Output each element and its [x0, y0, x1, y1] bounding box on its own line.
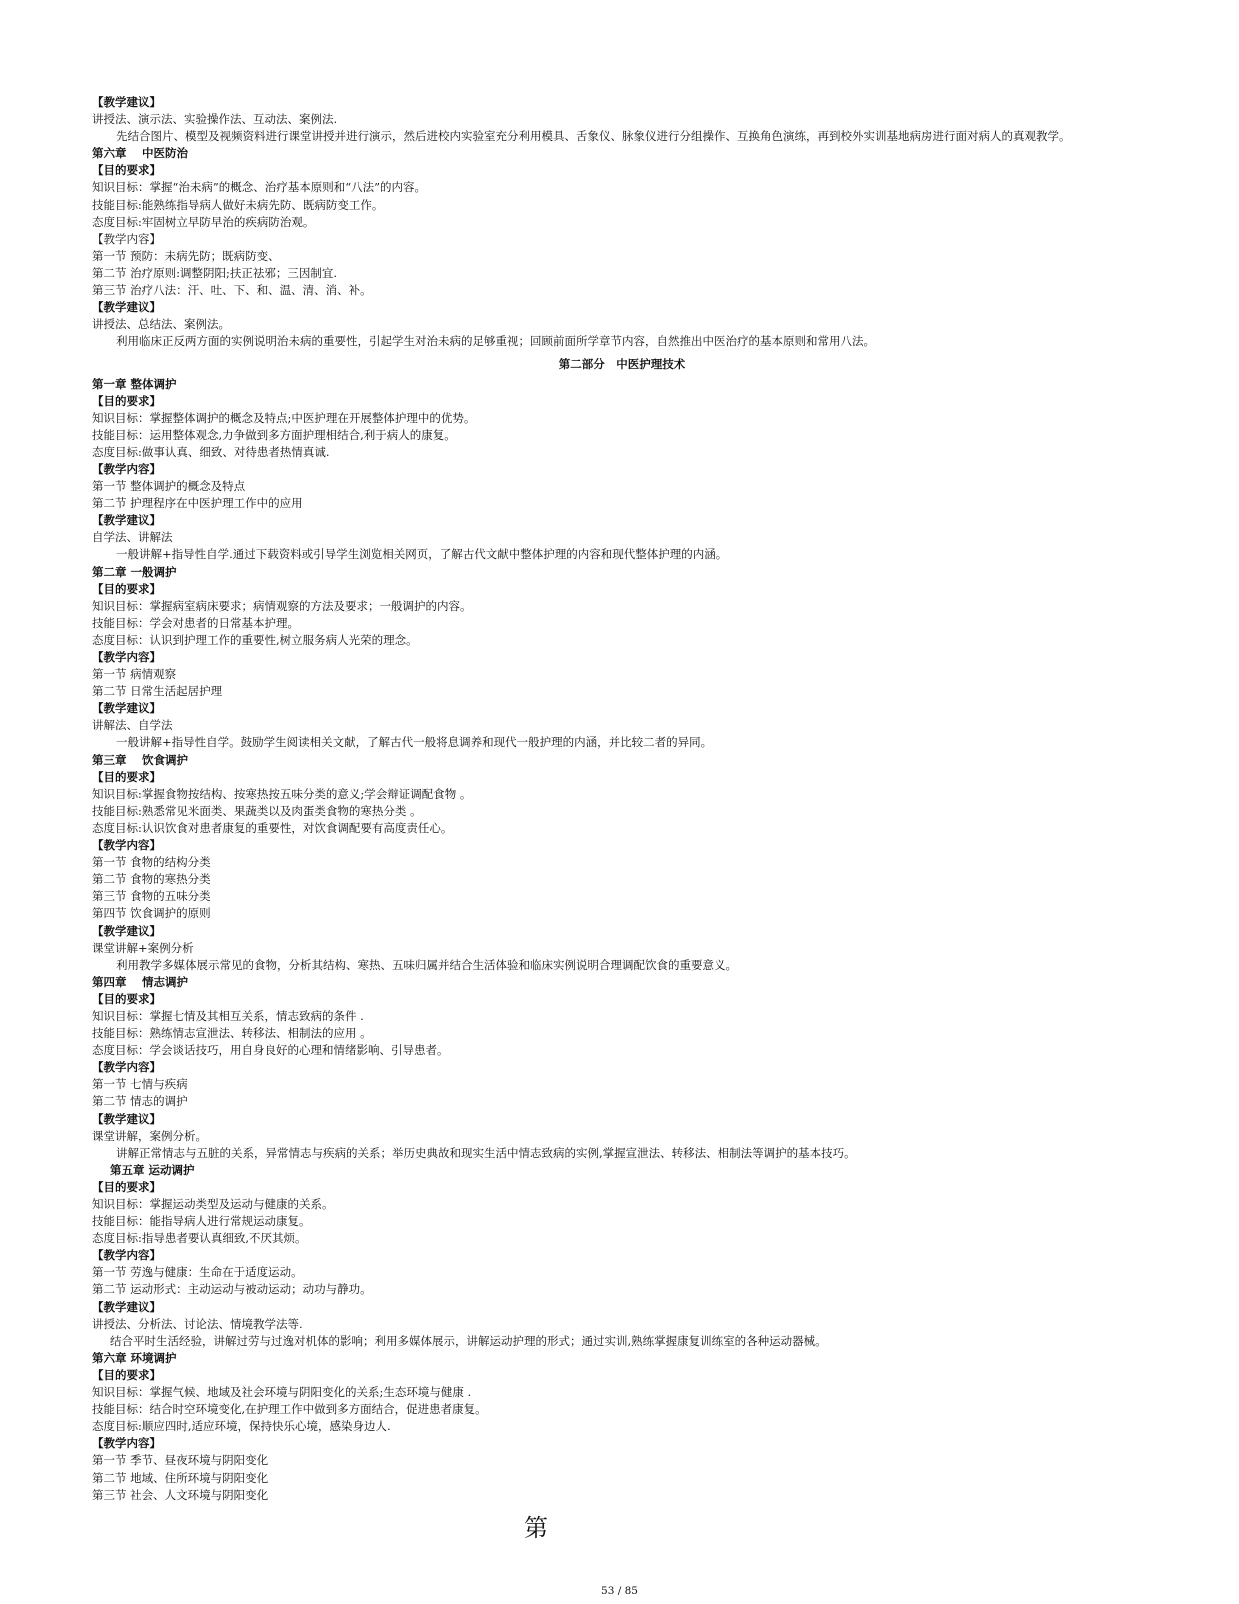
text-line: 技能目标：运用整体观念,力争做到多方面护理相结合,利于病人的康复。 — [92, 427, 456, 442]
text-line: 态度目标:指导患者要认真细致,不厌其烦。 — [92, 1231, 307, 1246]
text-line: 第一节 季节、昼夜环境与阴阳变化 — [92, 1453, 269, 1468]
text-line: 知识目标：掌握气候、地域及社会环境与阴阳变化的关系;生态环境与健康 . — [92, 1385, 472, 1400]
text-line: 讲解正常情志与五脏的关系，异常情志与疾病的关系；举历史典故和现实生活中情志致病的实例,掌握宣泄法、转移法、相制法等调护的基本技巧。 — [116, 1145, 856, 1160]
text-line: 技能目标：结合时空环境变化,在护理工作中做到多方面结合，促进患者康复。 — [92, 1402, 487, 1417]
section-heading: 【目的要求】 — [92, 991, 161, 1006]
text-line: 第一节 劳逸与健康：生命在于适度运动。 — [92, 1265, 303, 1280]
text-line: 知识目标：掌握“治未病”的概念、治疗基本原则和“八法”的内容。 — [92, 180, 427, 195]
footer-glyph: 第 — [524, 1514, 548, 1542]
section-heading: 【教学建议】 — [92, 923, 161, 938]
text-line: 讲授法、总结法、案例法。 — [92, 317, 230, 332]
section-heading: 【教学建议】 — [92, 95, 161, 109]
text-line: 知识目标:掌握食物按结构、按寒热按五味分类的意义;学会辩证调配食物 。 — [92, 786, 472, 801]
section-heading: 【目的要求】 — [92, 393, 161, 408]
text-line: 利用教学多媒体展示常见的食物，分析其结构、寒热、五味归属并结合生活体验和临床实例说明合理调配饮食的重要意义。 — [116, 957, 737, 972]
text-line: 课堂讲解+案例分析 — [92, 940, 194, 955]
text-line: 态度目标:顺应四时,适应环境，保持快乐心境，感染身边人. — [92, 1419, 391, 1434]
part-title: 第二部分 中医护理技术 — [558, 357, 686, 372]
section-heading: 【目的要求】 — [92, 1367, 161, 1382]
text-line: 技能目标:能熟练指导病人做好未病先防、既病防变工作。 — [92, 197, 384, 212]
text-line: 第三节 社会、人文环境与阴阳变化 — [92, 1487, 269, 1502]
section-heading: 第一章 整体调护 — [92, 376, 177, 391]
section-heading: 【目的要求】 — [92, 1179, 161, 1194]
section-heading: 【目的要求】 — [92, 769, 161, 784]
section-heading: 【教学内容】 — [92, 1060, 161, 1075]
text-line: 第二节 日常生活起居护理 — [92, 684, 223, 699]
text-line: 一般讲解+指导性自学.通过下载资料或引导学生浏览相关网页，了解古代文献中整体护理的内容和现代整体护理的内涵。 — [116, 547, 728, 562]
text-line: 第一节 七情与疾病 — [92, 1077, 188, 1092]
text-line: 利用临床正反两方面的实例说明治未病的重要性，引起学生对治未病的足够重视；回顾前面所学章节内容，自然推出中医治疗的基本原则和常用八法。 — [116, 334, 875, 349]
text-line: 第一节 食物的结构分类 — [92, 855, 211, 870]
section-heading: 【教学内容】 — [92, 838, 161, 853]
page-number: 53 / 85 — [601, 1585, 638, 1597]
section-heading: 【教学建议】 — [92, 701, 161, 716]
text-line: 第二节 情志的调护 — [92, 1094, 188, 1109]
text-line: 技能目标：学会对患者的日常基本护理。 — [92, 615, 299, 630]
text-line: 第四节 饮食调护的原则 — [92, 906, 211, 921]
text-line: 第一节 整体调护的概念及特点 — [92, 479, 246, 494]
text-line: 技能目标:熟悉常见米面类、果蔬类以及肉蛋类食物的寒热分类 。 — [92, 803, 422, 818]
text-line: 【教学内容】 — [92, 231, 161, 246]
text-line: 一般讲解+指导性自学。鼓励学生阅读相关文献，了解古代一般将息调养和现代一般护理的内涵，并比较二者的异同。 — [116, 735, 713, 750]
text-line: 技能目标：能指导病人进行常规运动康复。 — [92, 1214, 311, 1229]
text-line: 态度目标:牢固树立早防早治的疾病防治观。 — [92, 214, 315, 229]
section-heading: 第二章 一般调护 — [92, 564, 177, 579]
section-heading: 第四章 情志调护 — [92, 974, 189, 989]
text-line: 第三节 治疗八法：汗、吐、下、和、温、清、消、补。 — [92, 283, 372, 298]
text-line: 知识目标：掌握病室病床要求；病情观察的方法及要求；一般调护的内容。 — [92, 598, 472, 613]
text-line: 自学法、讲解法 — [92, 530, 173, 545]
text-line: 技能目标：熟练情志宣泄法、转移法、相制法的应用 。 — [92, 1026, 372, 1041]
text-line: 第一节 预防：未病先防；既病防变、 — [92, 248, 280, 263]
text-line: 知识目标：掌握七情及其相互关系，情志致病的条件 . — [92, 1008, 364, 1023]
text-line: 第二节 地域、住所环境与阴阳变化 — [92, 1470, 269, 1485]
text-line: 讲解法、自学法 — [92, 718, 173, 733]
section-heading: 【教学内容】 — [92, 650, 161, 664]
text-line: 第二节 运动形式：主动运动与被动运动；动功与静功。 — [92, 1282, 372, 1297]
section-heading: 【教学建议】 — [92, 1299, 161, 1314]
text-line: 第二节 食物的寒热分类 — [92, 872, 211, 887]
text-line: 第三节 食物的五味分类 — [92, 889, 211, 904]
text-line: 知识目标：掌握整体调护的概念及特点;中医护理在开展整体护理中的优势。 — [92, 410, 476, 425]
document-body — [92, 94, 1152, 1504]
text-line: 第二节 护理程序在中医护理工作中的应用 — [92, 496, 303, 511]
section-heading: 第六章 中医防治 — [92, 146, 189, 161]
text-line: 态度目标:做事认真、细致、对待患者热情真诚. — [92, 444, 330, 459]
text-line: 讲授法、分析法、讨论法、情境教学法等. — [92, 1316, 303, 1331]
text-line: 结合平时生活经验，讲解过劳与过逸对机体的影响；利用多媒体展示，讲解运动护理的形式；通过实训,熟练掌握康复训练室的各种运动器械。 — [110, 1333, 827, 1348]
text-line: 先结合图片、模型及视频资料进行课堂讲授并进行演示，然后进校内实验室充分利用模具、舌象仪、脉象仪进行分组操作、互换角色演练，再到校外实训基地病房进行面对病人的真观教学。 — [116, 129, 1071, 144]
text-line: 第一节 病情观察 — [92, 667, 177, 682]
text-line: 第二节 治疗原则:调整阴阳;扶正祛邪；三因制宜. — [92, 265, 338, 280]
text-line: 态度目标:认识饮食对患者康复的重要性，对饮食调配要有高度责任心。 — [92, 820, 453, 835]
section-heading: 【教学建议】 — [92, 300, 161, 315]
text-line: 知识目标：掌握运动类型及运动与健康的关系。 — [92, 1197, 334, 1211]
text-line: 态度目标：认识到护理工作的重要性,树立服务病人光荣的理念。 — [92, 632, 418, 647]
section-heading: 第五章 运动调护 — [110, 1162, 195, 1177]
section-heading: 【教学内容】 — [92, 461, 161, 476]
section-heading: 【教学内容】 — [92, 1436, 161, 1451]
text-line: 讲授法、演示法、实验操作法、互动法、案例法. — [92, 112, 338, 127]
text-line: 课堂讲解，案例分析。 — [92, 1128, 207, 1143]
section-heading: 第三章 饮食调护 — [92, 752, 189, 767]
section-heading: 第六章 环境调护 — [92, 1350, 177, 1365]
section-heading: 【教学建议】 — [92, 1111, 161, 1126]
section-heading: 【目的要求】 — [92, 163, 161, 178]
section-heading: 【教学建议】 — [92, 513, 161, 528]
section-heading: 【教学内容】 — [92, 1248, 161, 1263]
section-heading: 【目的要求】 — [92, 581, 161, 596]
text-line: 态度目标：学会谈话技巧，用自身良好的心理和情绪影响、引导患者。 — [92, 1043, 449, 1058]
